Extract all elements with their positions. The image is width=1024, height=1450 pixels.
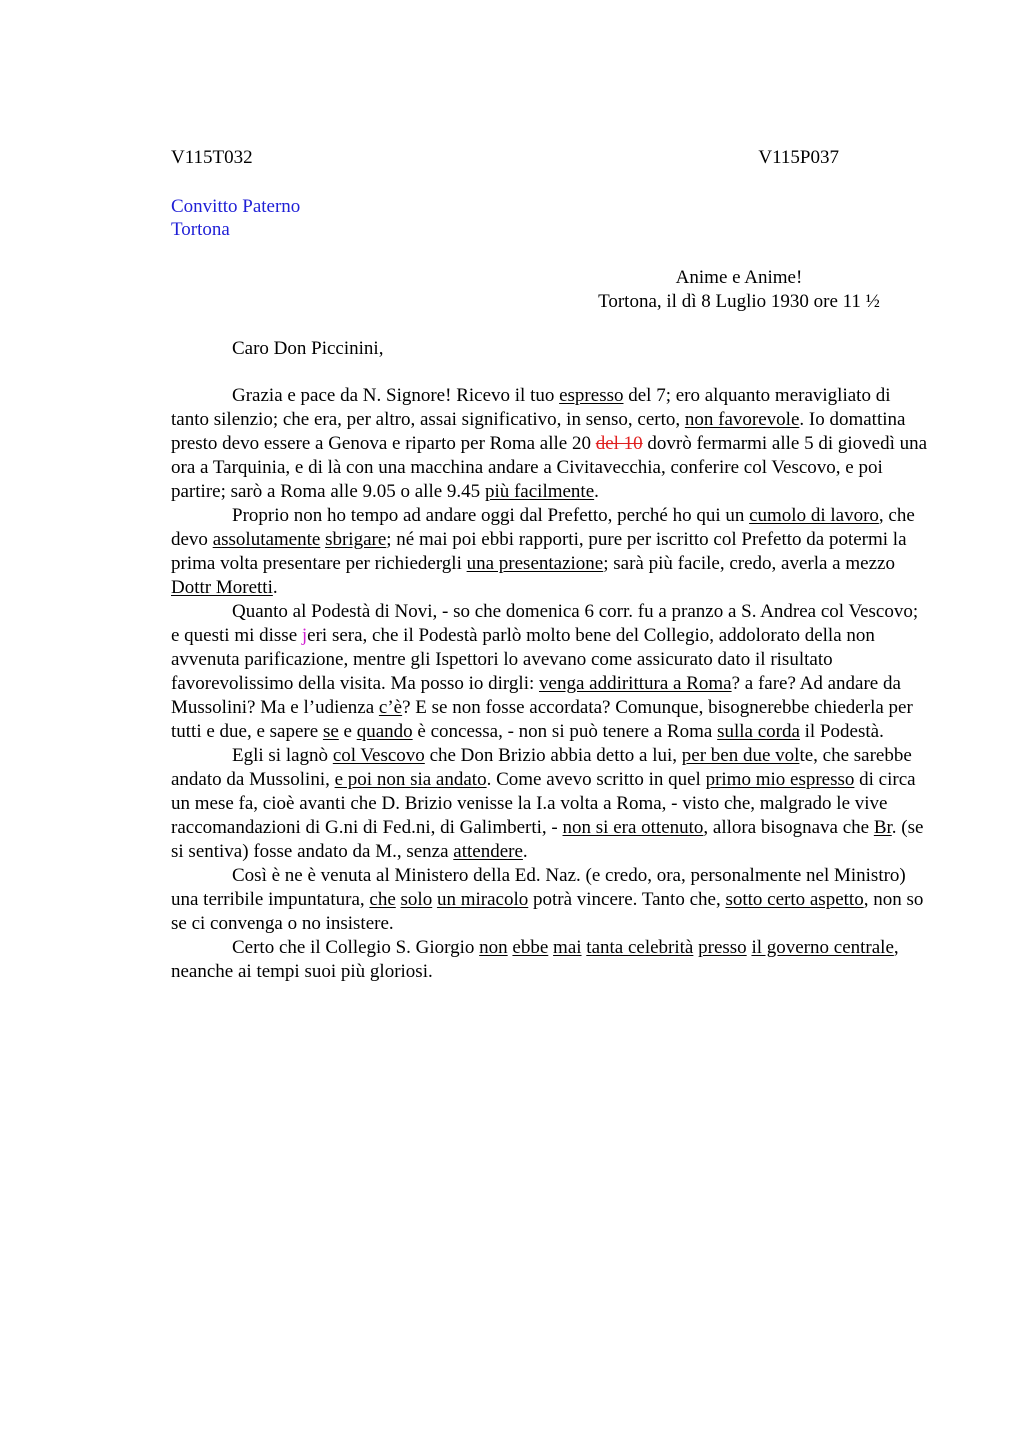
underlined-text: il governo centrale [751, 937, 894, 958]
underlined-text: cumolo di lavoro [749, 505, 879, 526]
underlined-text: ebbe [512, 937, 549, 958]
underlined-text: sulla corda [717, 721, 800, 742]
underlined-text: venga addirittura a Roma [539, 673, 732, 694]
salutation: Caro Don Piccinini, [232, 338, 384, 359]
underlined-text: e poi non sia andato [334, 769, 487, 790]
text-run: dovrò fermarmi alle 5 di giovedì una ora a Tarquinia, e di là con una macchina andare a Civitavecchia, conferire col Vescovo, e poi partire; sarò a Roma alle 9.05 o alle 9.45 [171, 433, 928, 502]
underlined-text: che [369, 889, 396, 910]
underlined-text: non si era ottenuto [562, 817, 704, 838]
text-run: Grazia e pace da N. Signore! Ricevo il tuo [232, 385, 560, 406]
motto: Anime e Anime! [675, 267, 803, 288]
text-run: ? E se non fosse accordata? Comunque, bisognerebbe chiederla per tutti e due, e sapere [171, 697, 913, 742]
paragraph-3 [171, 600, 931, 744]
underlined-text: c’è [378, 697, 403, 718]
text-run: che Don Brizio abbia detto a lui, [424, 745, 682, 766]
underlined-text: un miracolo [436, 889, 529, 910]
underlined-text: Dottr Moretti [171, 577, 273, 598]
sender-address [171, 195, 300, 241]
text-run: ? a fare? Ad andare da Mussolini? Ma e l’udienza [171, 673, 901, 718]
archive-code-right: V115P037 [758, 147, 839, 168]
text-run: il Podestà. [799, 721, 884, 742]
underlined-text: presso [698, 937, 747, 958]
text-run: . (se si sentiva) fosse andato da M., senza [171, 817, 924, 862]
text-run: ; né mai poi ebbi rapporti, pure per iscritto col Prefetto da potermi la prima volta presentare per richiedergli [171, 529, 907, 574]
text-run: . [522, 841, 528, 862]
underlined-text: attendere [453, 841, 523, 862]
underlined-text: solo [400, 889, 433, 910]
underlined-text: quando [356, 721, 413, 742]
underlined-text: per ben due vol [681, 745, 800, 766]
text-run: eri sera, che il Podestà parlò molto bene del Collegio, addolorato della non avvenuta parificazione, mentre gli Ispettori lo avevano come assicurato dato il risultato favorevolissimo della visita. Ma posso io dirgli: [171, 625, 875, 694]
text-run: , allora bisognava che [703, 817, 874, 838]
text-run: Così è ne è venuta al Ministero della Ed. Naz. (e credo, ora, personalmente nel Ministro) una terribile impuntatura, [171, 865, 906, 910]
underlined-text: assolutamente [212, 529, 321, 550]
letter-body [171, 384, 931, 984]
text-run: , neanche ai tempi suoi più gloriosi. [171, 937, 899, 982]
text-run: . [594, 481, 599, 502]
text-run: di circa un mese fa, cioè avanti che D. Brizio venisse la I.a volta a Roma, - visto che, malgrado le vive raccomandazioni di G.ni di Fed.ni, di Galimberti, - [171, 769, 916, 838]
text-run: e [338, 721, 357, 742]
underlined-text: col Vescovo [332, 745, 425, 766]
text-run: è concessa, - non si può tenere a Roma [412, 721, 718, 742]
text-run: . Io domattina presto devo essere a Genova e riparto per Roma alle 20 [171, 409, 906, 454]
paragraph-4 [171, 744, 931, 864]
paragraph-5 [171, 864, 931, 936]
text-run: . Come avevo scritto in quel [486, 769, 706, 790]
text-run: Certo che il Collegio S. Giorgio [232, 937, 480, 958]
sender-line-1: Convitto Paterno [171, 196, 301, 217]
sender-line-2: Tortona [171, 219, 230, 240]
underlined-text: se [322, 721, 339, 742]
paragraph-2 [171, 504, 931, 600]
text-run: Egli si lagnò [232, 745, 333, 766]
dateline [571, 266, 907, 314]
text-run: potrà vincere. Tanto che, [528, 889, 726, 910]
text-run: Quanto al Podestà di Novi, - so che domenica 6 corr. fu a pranzo a S. Andrea col Vescovo; e questi mi disse [171, 601, 919, 646]
text-run: . [272, 577, 278, 598]
underlined-text: sbrigare [325, 529, 387, 550]
underlined-text: non [479, 937, 508, 958]
underlined-text: mai [553, 937, 582, 958]
underlined-text: più facilmente [484, 481, 595, 502]
inserted-text: j [301, 625, 308, 646]
underlined-text: espresso [559, 385, 624, 406]
underlined-text: tanta celebrità [586, 937, 694, 958]
deleted-text: del 10 [595, 433, 643, 454]
text-run: , non so se ci convenga o no insistere. [171, 889, 924, 934]
text-run: te, che sarebbe andato da Mussolini, [171, 745, 912, 790]
text-run: Proprio non ho tempo ad andare oggi dal Prefetto, perché ho qui un [232, 505, 750, 526]
underlined-text: non favorevole [684, 409, 800, 430]
underlined-text: Br [873, 817, 892, 838]
paragraph-6 [171, 936, 931, 984]
underlined-text: sotto certo aspetto [725, 889, 864, 910]
underlined-text: una presentazione [466, 553, 604, 574]
paragraph-1 [171, 384, 931, 504]
text-run: ; sarà più facile, credo, averla a mezzo [603, 553, 895, 574]
underlined-text: primo mio espresso [705, 769, 855, 790]
place-date: Tortona, il dì 8 Luglio 1930 ore 11 ½ [598, 291, 880, 312]
text-run: del 7; ero alquanto meravigliato di tanto silenzio; che era, per altro, assai significativo, in senso, certo, [171, 385, 891, 430]
archive-code-left: V115T032 [171, 147, 253, 168]
text-run: , che devo [171, 505, 915, 550]
